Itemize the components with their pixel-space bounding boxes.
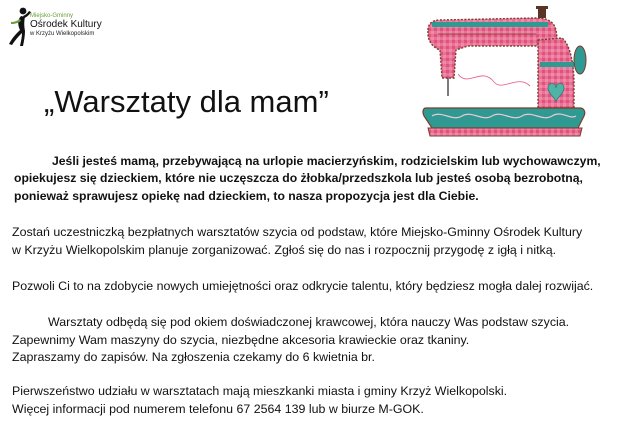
p3-line-3: Zapraszamy do zapisów. Na zgłoszenia czekamy do 6 kwietnia br. — [12, 350, 375, 364]
dancing-figure-icon — [8, 6, 32, 48]
paragraph-invitation — [12, 224, 582, 259]
intro-line-1: Jeśli jesteś mamą, przebywającą na urlopie macierzyńskim, rodzicielskim lub wychowawczym, — [52, 154, 601, 168]
logo-line-2: Ośrodek Kultury — [30, 19, 102, 30]
paragraph-details — [12, 314, 569, 367]
page-title: „Warsztaty dla mam” — [44, 84, 329, 119]
p4-line-1: Pierwszeństwo udziału w warsztatach mają mieszkanki miasta i gminy Krzyż Wielkopolski. — [12, 384, 508, 398]
p1-line-1: Zostań uczestniczką bezpłatnych warsztatów szycia od podstaw, które Miejsko-Gminny Ośrodek Kultury — [12, 225, 583, 239]
paragraph-priority-contact — [12, 383, 507, 418]
p3-line-2: Zapewnimy Wam maszyny do szycia, niezbędne akcesoria krawieckie oraz tkaniny. — [12, 332, 470, 347]
logo-line-3: w Krzyżu Wielkopolskim — [30, 31, 95, 37]
organization-logo — [8, 6, 108, 48]
paragraph-skills — [12, 278, 593, 296]
p3-line-1: Warsztaty odbędą się pod okiem doświadczonej krawcowej, która nauczy Was podstaw szycia. — [48, 315, 570, 329]
intro-line-2: opiekujesz się dzieckiem, które nie uczęszcza do żłobka/przedszkola lub jesteś osobą bezrobotną, — [14, 171, 583, 186]
p4-line-2: Więcej informacji pod numerem telefonu 67 2564 139 lub w biurze M-GOK. — [12, 401, 424, 416]
logo-line-1: Miejsko-Gminny — [30, 13, 74, 19]
p1-line-2: w Krzyżu Wielkopolskim planuje zorganizować. Zgłoś się do nas i rozpocznij przygodę z igłą i nitką. — [12, 242, 557, 257]
intro-text — [14, 153, 604, 205]
p2-line-1: Pozwoli Ci to na zdobycie nowych umiejętności oraz odkrycie talentu, który będziesz mogła dalej rozwijać. — [12, 279, 594, 293]
sewing-machine-icon — [398, 4, 594, 150]
intro-line-3: ponieważ sprawujesz opiekę nad dzieckiem, to nasza propozycja jest dla Ciebie. — [14, 188, 479, 203]
